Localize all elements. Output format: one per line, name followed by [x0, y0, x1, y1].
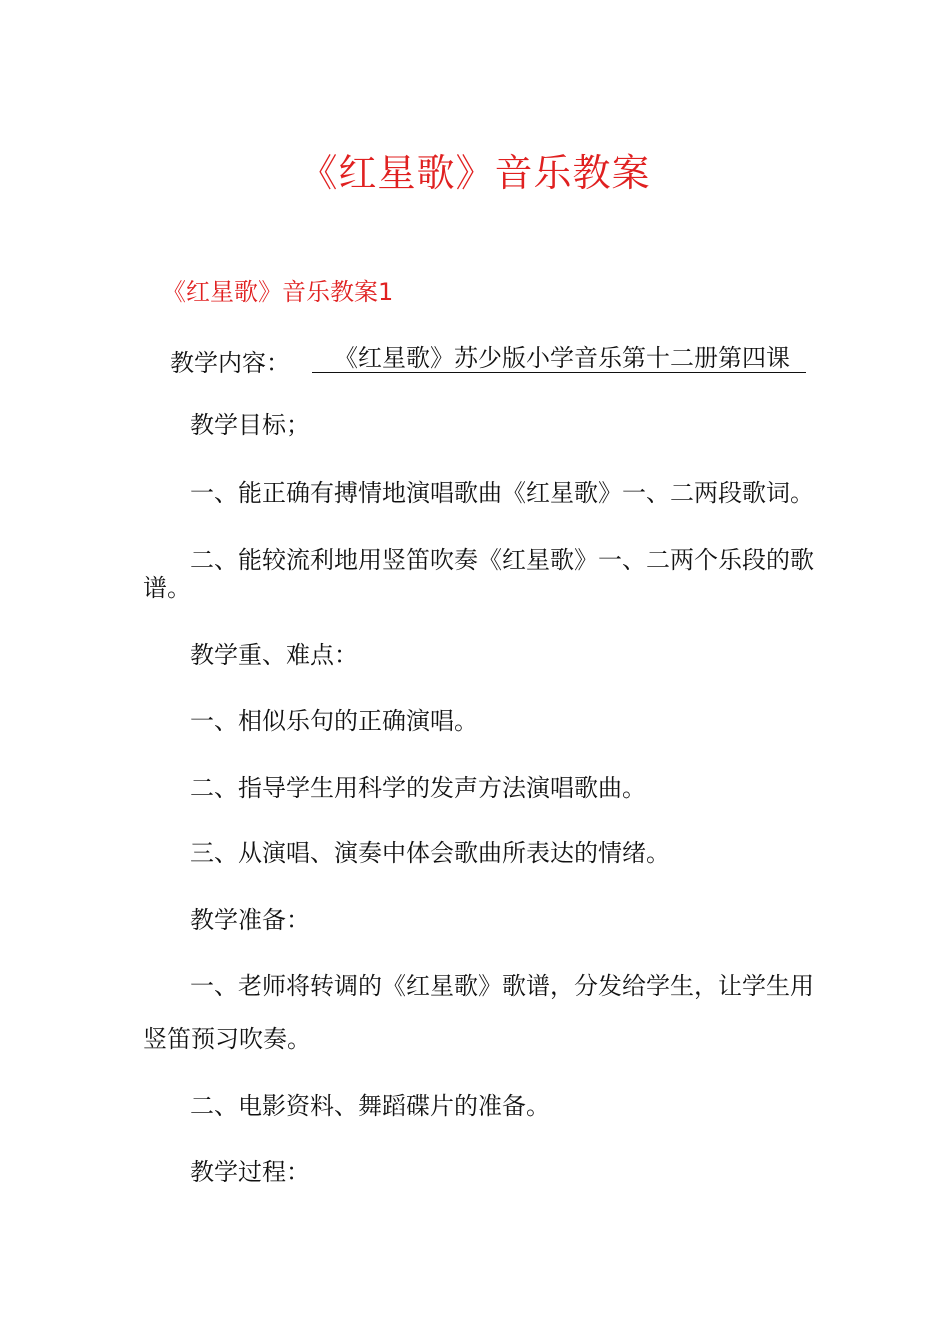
key-point-3: 三、从演唱、演奏中体会歌曲所表达的情绪。	[190, 839, 670, 867]
goal-1: 一、能正确有搏情地演唱歌曲《红星歌》一、二两段歌词。	[190, 479, 814, 507]
prep-heading: 教学准备：	[190, 906, 310, 934]
prep-1-line-1: 一、老师将转调的《红星歌》歌谱，分发给学生，让学生用	[190, 972, 814, 1000]
content-label: 教学内容：	[170, 349, 290, 377]
goals-heading: 教学目标；	[190, 411, 310, 439]
key-points-heading: 教学重、难点：	[190, 641, 358, 669]
goal-2-line-1: 二、能较流利地用竖笛吹奏《红星歌》一、二两个乐段的歌	[190, 546, 814, 574]
prep-1-line-2: 竖笛预习吹奏。	[143, 1025, 311, 1053]
process-heading: 教学过程：	[190, 1158, 310, 1186]
document-title: 《红星歌》音乐教案	[299, 151, 651, 195]
prep-2: 二、电影资料、舞蹈碟片的准备。	[190, 1092, 550, 1120]
section-title: 《红星歌》音乐教案1	[162, 278, 394, 306]
goal-2-line-2: 谱。	[143, 574, 191, 602]
content-value: 《红星歌》苏少版小学音乐第十二册第四课	[312, 343, 806, 373]
key-point-2: 二、指导学生用科学的发声方法演唱歌曲。	[190, 774, 646, 802]
key-point-1: 一、相似乐句的正确演唱。	[190, 707, 478, 735]
